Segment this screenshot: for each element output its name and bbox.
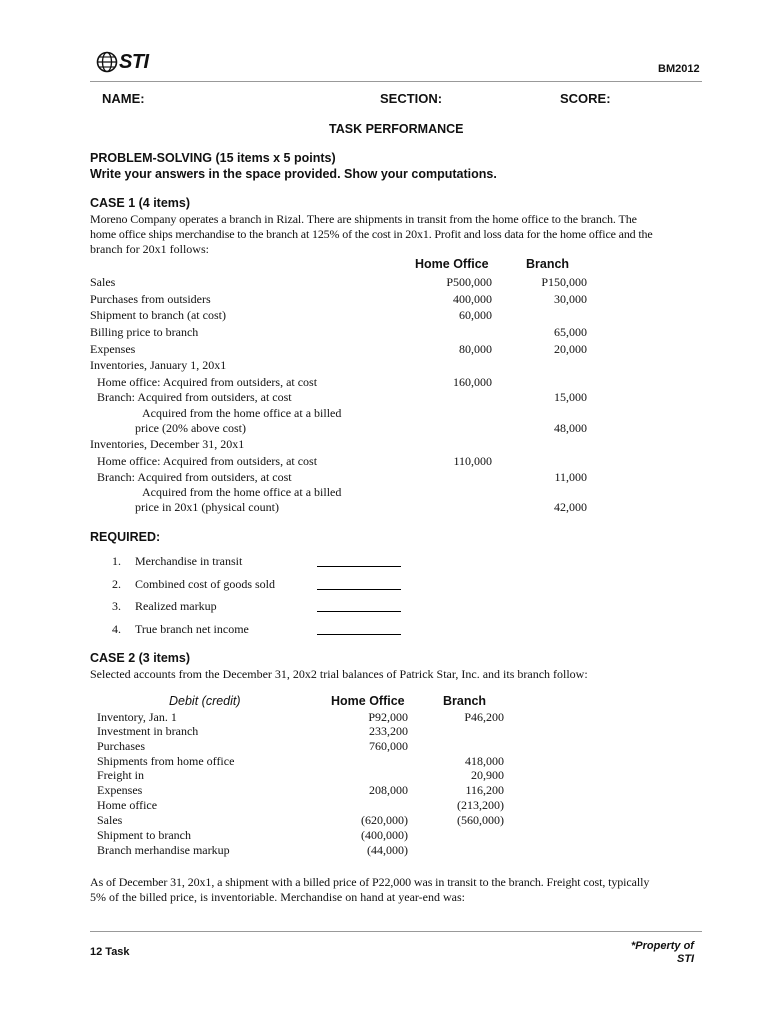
case1-row-branch: P150,000 (541, 275, 587, 289)
case1-row-label: Inventories, December 31, 20x1 (90, 437, 245, 451)
case1-row-branch: 48,000 (554, 421, 587, 435)
footer-right-line2: STI (677, 953, 695, 965)
case2-row-label: Inventory, Jan. 1 (97, 710, 177, 724)
case2-row-branch: 418,000 (465, 754, 504, 768)
required-heading: REQUIRED: (90, 530, 161, 544)
case1-paragraph-line2: home office ships merchandise to the branch at 125% of the cost in 20x1. Profit and loss data for the home office and the (90, 227, 653, 241)
case1-row-label: Home office: Acquired from outsiders, at cost (97, 454, 318, 468)
instructions-line1: PROBLEM-SOLVING (15 items x 5 points) (90, 151, 336, 165)
name-label: NAME: (102, 91, 145, 106)
case2-closing-line2: 5% of the billed price, is inventoriable. Merchandise on hand at year-end was: (90, 890, 465, 904)
case1-col-branch: Branch (526, 257, 570, 271)
required-item-text: True branch net income (135, 622, 249, 636)
case2-row-branch: 116,200 (465, 783, 504, 797)
score-label: SCORE: (560, 91, 611, 106)
case1-paragraph-line1: Moreno Company operates a branch in Rizal. There are shipments in transit from the home office to the branch. The (90, 212, 637, 226)
case1-row-label: Acquired from the home office at a billed (142, 406, 342, 420)
case2-row-home: 760,000 (369, 739, 408, 753)
case2-heading: CASE 2 (3 items) (90, 651, 191, 665)
case2-row-branch: P46,200 (464, 710, 504, 724)
case2-col-home-office: Home Office (331, 694, 405, 708)
footer-clip (0, 936, 768, 965)
case2-row-label: Freight in (97, 768, 144, 782)
case2-row-home: P92,000 (368, 710, 408, 724)
case1-row-label: Inventories, January 1, 20x1 (90, 358, 227, 372)
case2-row-label: Purchases (97, 739, 145, 753)
case2-row-label: Branch merhandise markup (97, 843, 230, 857)
case2-row-home: 233,200 (369, 724, 408, 738)
header-rule (90, 81, 702, 82)
case1-row-branch: 42,000 (554, 500, 587, 514)
sti-logo (96, 50, 149, 74)
case2-row-label: Shipment to branch (97, 828, 191, 842)
case1-row-branch: 30,000 (554, 292, 587, 306)
answer-blank-1[interactable] (317, 566, 401, 567)
required-item-text: Combined cost of goods sold (135, 577, 275, 591)
case2-row-label: Sales (97, 813, 123, 827)
footer-right-line1: *Property of (631, 940, 694, 952)
required-item-number: 3. (112, 599, 121, 613)
case1-row-home: 110,000 (453, 454, 492, 468)
case1-row-label: price in 20x1 (physical count) (135, 500, 279, 514)
case1-row-label: Branch: Acquired from outsiders, at cost (97, 470, 292, 484)
case1-row-label: Billing price to branch (90, 325, 199, 339)
sti-globe-icon (96, 51, 118, 73)
case1-row-label: Purchases from outsiders (90, 292, 211, 306)
case2-row-home: 208,000 (369, 783, 408, 797)
case2-row-branch: (213,200) (457, 798, 504, 812)
case2-row-label: Shipments from home office (97, 754, 235, 768)
case1-heading: CASE 1 (4 items) (90, 196, 191, 210)
section-label: SECTION: (380, 91, 443, 106)
case1-row-branch: 15,000 (554, 390, 587, 404)
case1-row-label: Shipment to branch (at cost) (90, 308, 226, 322)
required-item-text: Realized markup (135, 599, 217, 613)
case1-row-branch: 65,000 (554, 325, 587, 339)
case1-row-home: 60,000 (459, 308, 492, 322)
case1-row-label: Branch: Acquired from outsiders, at cost (97, 390, 292, 404)
case2-row-label: Home office (97, 798, 158, 812)
answer-blank-3[interactable] (317, 611, 401, 612)
required-item-text: Merchandise in transit (135, 554, 243, 568)
case1-row-label: Acquired from the home office at a billed (142, 485, 342, 499)
case2-row-branch: 20,900 (471, 768, 504, 782)
case1-row-label: price (20% above cost) (135, 421, 246, 435)
case2-row-branch: (560,000) (457, 813, 504, 827)
case1-row-home: P500,000 (446, 275, 492, 289)
case1-row-home: 400,000 (453, 292, 492, 306)
required-item-number: 4. (112, 622, 121, 636)
case1-row-home: 80,000 (459, 342, 492, 356)
logo-text: STI (119, 50, 149, 73)
answer-blank-4[interactable] (317, 634, 401, 635)
course-code: BM2012 (658, 63, 700, 75)
case2-row-home: (400,000) (361, 828, 408, 842)
case2-intro: Selected accounts from the December 31, 20x2 trial balances of Patrick Star, Inc. and its branch follow: (90, 667, 588, 681)
case1-row-home: 160,000 (453, 375, 492, 389)
case1-row-label: Expenses (90, 342, 136, 356)
case2-col-branch: Branch (443, 694, 487, 708)
footer-left: 12 Task (90, 946, 130, 958)
case1-row-branch: 20,000 (554, 342, 587, 356)
case2-row-label: Expenses (97, 783, 143, 797)
case1-row-label: Home office: Acquired from outsiders, at cost (97, 375, 318, 389)
footer-rule (90, 931, 702, 932)
required-item-number: 2. (112, 577, 121, 591)
page-title: TASK PERFORMANCE (329, 122, 464, 136)
case2-closing-line1: As of December 31, 20x1, a shipment with a billed price of P22,000 was in transit to the branch. Freight cost, typically (90, 875, 650, 889)
case2-col-label: Debit (credit) (169, 694, 241, 708)
case1-row-label: Sales (90, 275, 116, 289)
case2-row-home: (44,000) (367, 843, 408, 857)
case1-paragraph-line3: branch for 20x1 follows: (90, 242, 209, 256)
answer-blank-2[interactable] (317, 589, 401, 590)
required-item-number: 1. (112, 554, 121, 568)
case2-row-home: (620,000) (361, 813, 408, 827)
case1-row-branch: 11,000 (554, 470, 587, 484)
case1-col-home-office: Home Office (415, 257, 489, 271)
case2-row-label: Investment in branch (97, 724, 199, 738)
instructions-line2: Write your answers in the space provided. Show your computations. (90, 167, 497, 181)
